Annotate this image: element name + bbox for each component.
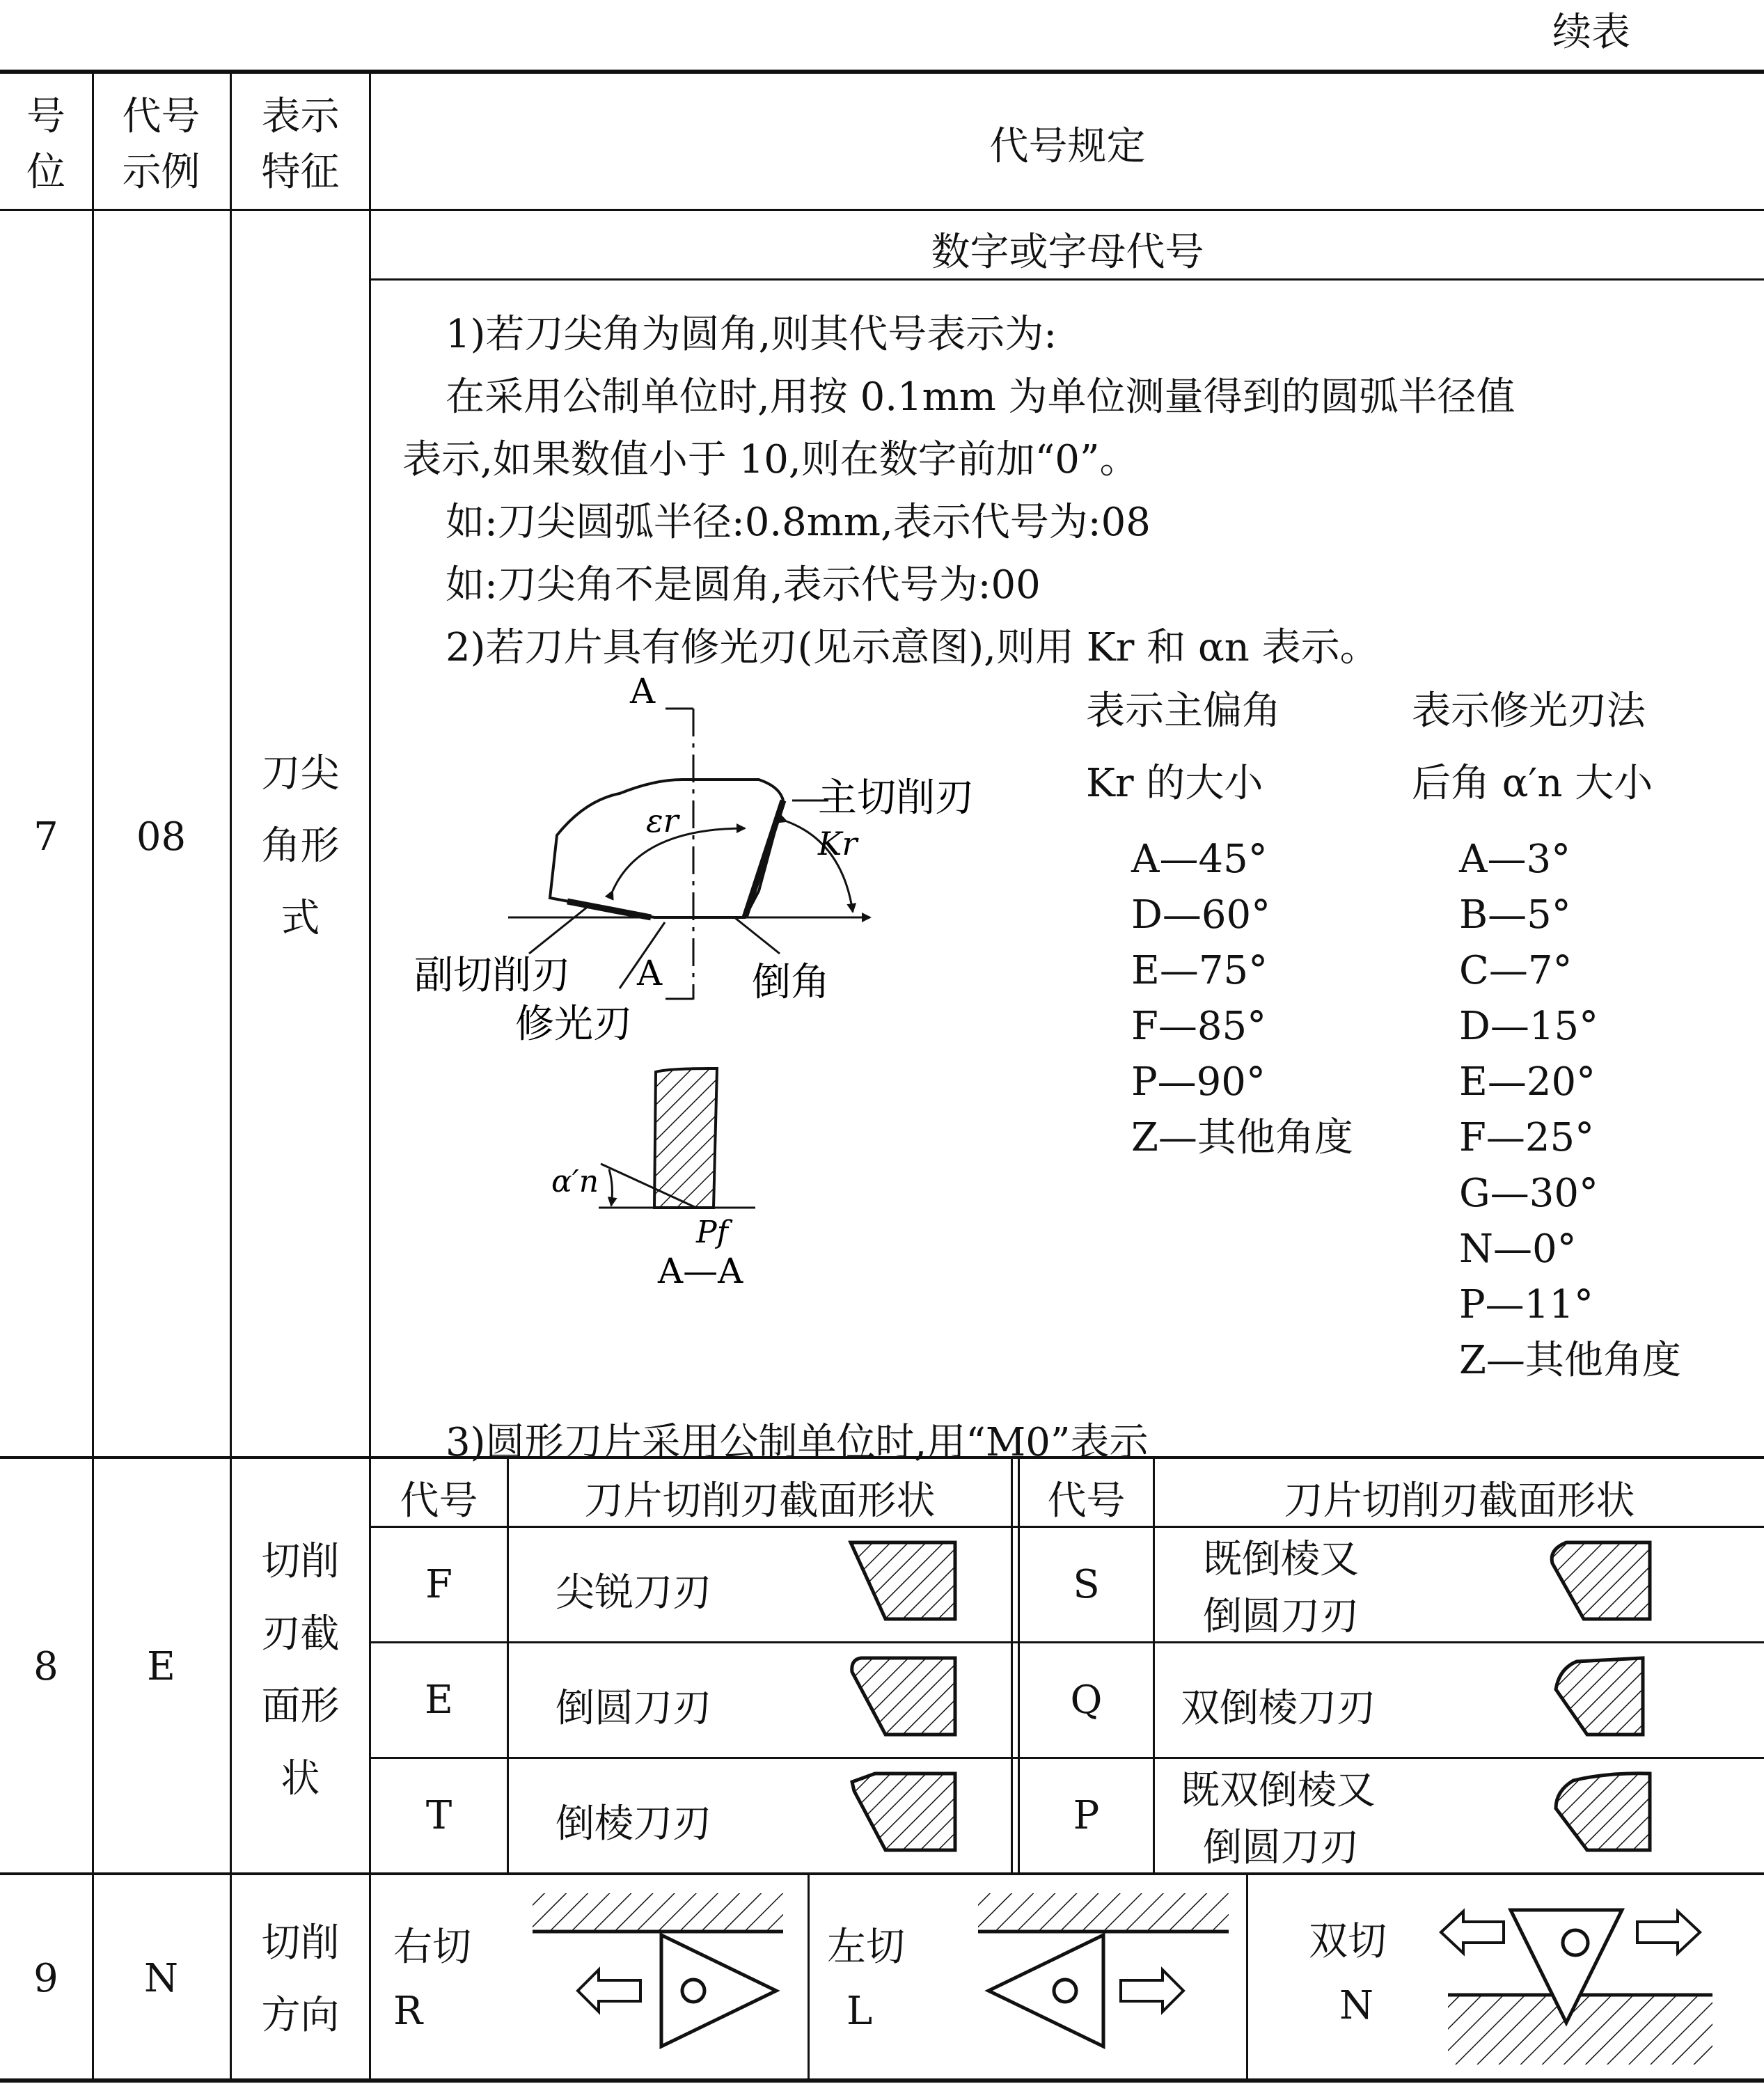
row8-left-desc: 尖锐刀刃	[556, 1570, 711, 1616]
row7-feature	[232, 738, 369, 955]
row8-feature-line2: 刃截	[261, 1611, 340, 1657]
main-edge-line	[745, 800, 783, 917]
label-wiper-edge: 修光刃	[515, 1002, 632, 1047]
section-body	[654, 1068, 717, 1208]
row8-col-shape-left: 刀片切削刃截面形状	[584, 1478, 936, 1524]
row7-line-1: 1)若刀尖角为圆角,则其代号表示为:	[446, 312, 1057, 357]
insert-outline	[550, 780, 783, 917]
row7-feature-line3: 式	[281, 896, 320, 941]
row8-example: E	[147, 1644, 175, 1689]
kr-item: Z—其他角度	[1131, 1115, 1353, 1160]
label-main-edge: 主切削刃	[818, 775, 974, 821]
kr-item: A—45°	[1131, 837, 1268, 882]
col-divider-3	[369, 72, 371, 2081]
kr-header	[1086, 675, 1281, 820]
kr-item: P—90°	[1131, 1059, 1266, 1105]
kr-list	[1131, 832, 1353, 1166]
row8-right-desc-line: 既倒棱又	[1203, 1537, 1359, 1582]
alpha-item: A—3°	[1459, 837, 1571, 882]
header-col2	[93, 89, 230, 200]
alpha-header-line2: 后角 α′n 大小	[1412, 761, 1653, 806]
header-col1-line2: 位	[26, 150, 65, 195]
double-chamfer-honed-edge-icon	[1538, 1767, 1657, 1857]
alpha-arc	[609, 1169, 612, 1206]
row7-subheader: 数字或字母代号	[931, 230, 1204, 275]
row8-line-1	[370, 1641, 1764, 1643]
left-cut-label-line1: 左切	[827, 1925, 905, 1970]
table-top-border	[0, 70, 1764, 74]
label-kr: Kr	[818, 825, 858, 862]
left-cut-label-line2: L	[846, 1989, 873, 2034]
alpha-item: E—20°	[1459, 1059, 1596, 1105]
row9-divider-2	[1246, 1874, 1248, 2080]
alpha-item: P—11°	[1459, 1282, 1593, 1327]
kr-item: E—75°	[1131, 948, 1268, 993]
row8-right-desc	[1181, 1762, 1376, 1877]
label-section: A—A	[658, 1251, 743, 1291]
epsilon-arc	[613, 828, 745, 891]
label-epsilon: εr	[646, 802, 679, 839]
row9-number: 9	[33, 1956, 58, 2001]
header-col3-line1: 表示	[261, 94, 340, 139]
alpha-header	[1412, 675, 1653, 820]
label-minor-edge: 副切削刃	[414, 953, 570, 998]
right-cut-label	[393, 1916, 471, 2044]
alpha-item: D—15°	[1459, 1004, 1599, 1049]
row8-line-2	[370, 1757, 1764, 1759]
row7-example: 08	[136, 814, 187, 860]
row8-feature-line1: 切削	[261, 1539, 340, 1584]
header-bottom-border	[0, 209, 1764, 211]
row7-feature-line2: 角形	[261, 823, 340, 869]
alpha-header-line1: 表示修光刃法	[1412, 688, 1646, 734]
alpha-item: F—25°	[1459, 1115, 1595, 1160]
row8-right-desc	[1203, 1531, 1359, 1645]
kr-header-line2: Kr 的大小	[1086, 761, 1263, 806]
insert-tip-diagram	[390, 661, 974, 1302]
row8-col-code-left: 代号	[400, 1478, 478, 1524]
row9-example: N	[144, 1956, 178, 2001]
row8-header-border	[370, 1526, 1764, 1528]
row8-left-code: F	[425, 1562, 452, 1607]
header-col1	[0, 89, 92, 200]
row8-left-desc: 倒棱刀刃	[556, 1801, 711, 1847]
alpha-item: N—0°	[1459, 1226, 1577, 1272]
double-chamfer-edge-icon	[1538, 1651, 1657, 1742]
row7-line-3: 表示,如果数值小于 10,则在数字前加“0”。	[402, 437, 1139, 482]
row8-right-code: P	[1073, 1793, 1100, 1838]
label-alpha: α′n	[551, 1164, 599, 1199]
double-cut-icon	[1434, 1890, 1726, 2075]
label-a-bottom: A	[637, 953, 663, 993]
chamfered-honed-edge-icon	[1538, 1536, 1657, 1626]
right-cut-label-line1: 右切	[393, 1925, 471, 1970]
chamfered-edge-icon	[844, 1767, 962, 1857]
row8-right-desc: 双倒棱刀刃	[1181, 1686, 1376, 1731]
subheader-bottom-border	[370, 278, 1764, 281]
row8-number: 8	[33, 1644, 58, 1689]
row7-number: 7	[33, 814, 58, 860]
alpha-item: G—30°	[1459, 1171, 1598, 1216]
row8-left-desc: 倒圆刀刃	[556, 1686, 711, 1731]
row7-line-2: 在采用公制单位时,用按 0.1mm 为单位测量得到的圆弧半径值	[446, 374, 1515, 420]
table-bottom-border	[0, 2078, 1764, 2083]
row8-feature-line3: 面形	[261, 1684, 340, 1729]
row9-feature-line2: 方向	[261, 1993, 340, 2038]
left-cut-label	[827, 1916, 905, 2044]
header-col1-line1: 号	[26, 94, 65, 139]
right-cut-icon	[529, 1886, 794, 2074]
row8-bottom-border	[0, 1872, 1764, 1875]
row8-left-code: E	[425, 1678, 453, 1723]
row8-right-code: S	[1073, 1562, 1100, 1607]
label-chamfer: 倒角	[752, 960, 830, 1005]
row8-col-code-right: 代号	[1047, 1478, 1126, 1524]
alpha-item: Z—其他角度	[1459, 1338, 1681, 1383]
header-col2-line1: 代号	[122, 94, 200, 139]
alpha-item: C—7°	[1459, 948, 1573, 993]
row7-line-4: 如:刀尖圆弧半径:0.8mm,表示代号为:08	[446, 500, 1151, 545]
row8-feature	[232, 1526, 369, 1815]
label-pf: Pf	[696, 1215, 728, 1250]
row8-right-code: Q	[1070, 1678, 1103, 1723]
double-cut-label-line1: 双切	[1309, 1919, 1387, 1964]
row8-left-code: T	[425, 1793, 452, 1838]
row8-col-shape-right: 刀片切削刃截面形状	[1284, 1478, 1635, 1524]
double-cut-label	[1309, 1910, 1387, 2038]
alpha-item: B—5°	[1459, 892, 1571, 938]
row8-right-desc-line: 倒圆刀刃	[1203, 1594, 1359, 1639]
alpha-list	[1459, 832, 1681, 1389]
row9-divider-1	[808, 1874, 810, 2080]
sharp-edge-icon	[844, 1536, 962, 1626]
row7-line-5: 如:刀尖角不是圆角,表示代号为:00	[446, 562, 1041, 608]
row8-right-desc-line: 倒圆刀刃	[1203, 1825, 1359, 1870]
label-a-top: A	[630, 671, 656, 711]
row8-double-divider-a	[1011, 1458, 1013, 1874]
row7-line-6: 2)若刀片具有修光刃(见示意图),则用 Kr 和 αn 表示。	[446, 625, 1379, 670]
header-col2-line2: 示例	[122, 150, 200, 195]
chamfer-leader	[734, 917, 780, 954]
header-col3	[232, 89, 369, 200]
header-col4: 代号规定	[989, 124, 1146, 169]
col-divider-1	[92, 72, 94, 2081]
kr-item: D—60°	[1131, 892, 1271, 938]
kr-item: F—85°	[1131, 1004, 1267, 1049]
row8-feature-line4: 状	[281, 1756, 320, 1801]
double-cut-label-line2: N	[1339, 1983, 1373, 2028]
right-cut-label-line2: R	[393, 1989, 423, 2034]
continued-label: 续表	[1552, 10, 1630, 55]
row7-last-line: 3)圆形刀片采用公制单位时,用“M0”表示	[446, 1420, 1149, 1465]
row7-feature-line1: 刀尖	[261, 751, 340, 796]
minor-edge-line	[567, 901, 651, 917]
row9-feature-line1: 切削	[261, 1920, 340, 1966]
header-col3-line2: 特征	[261, 150, 340, 195]
honed-edge-icon	[844, 1651, 962, 1742]
row8-right-desc-line: 既双倒棱又	[1181, 1768, 1376, 1813]
row9-feature	[232, 1907, 369, 2052]
left-cut-icon	[975, 1886, 1239, 2074]
kr-header-line1: 表示主偏角	[1086, 688, 1281, 734]
minor-edge-leader	[529, 903, 592, 954]
